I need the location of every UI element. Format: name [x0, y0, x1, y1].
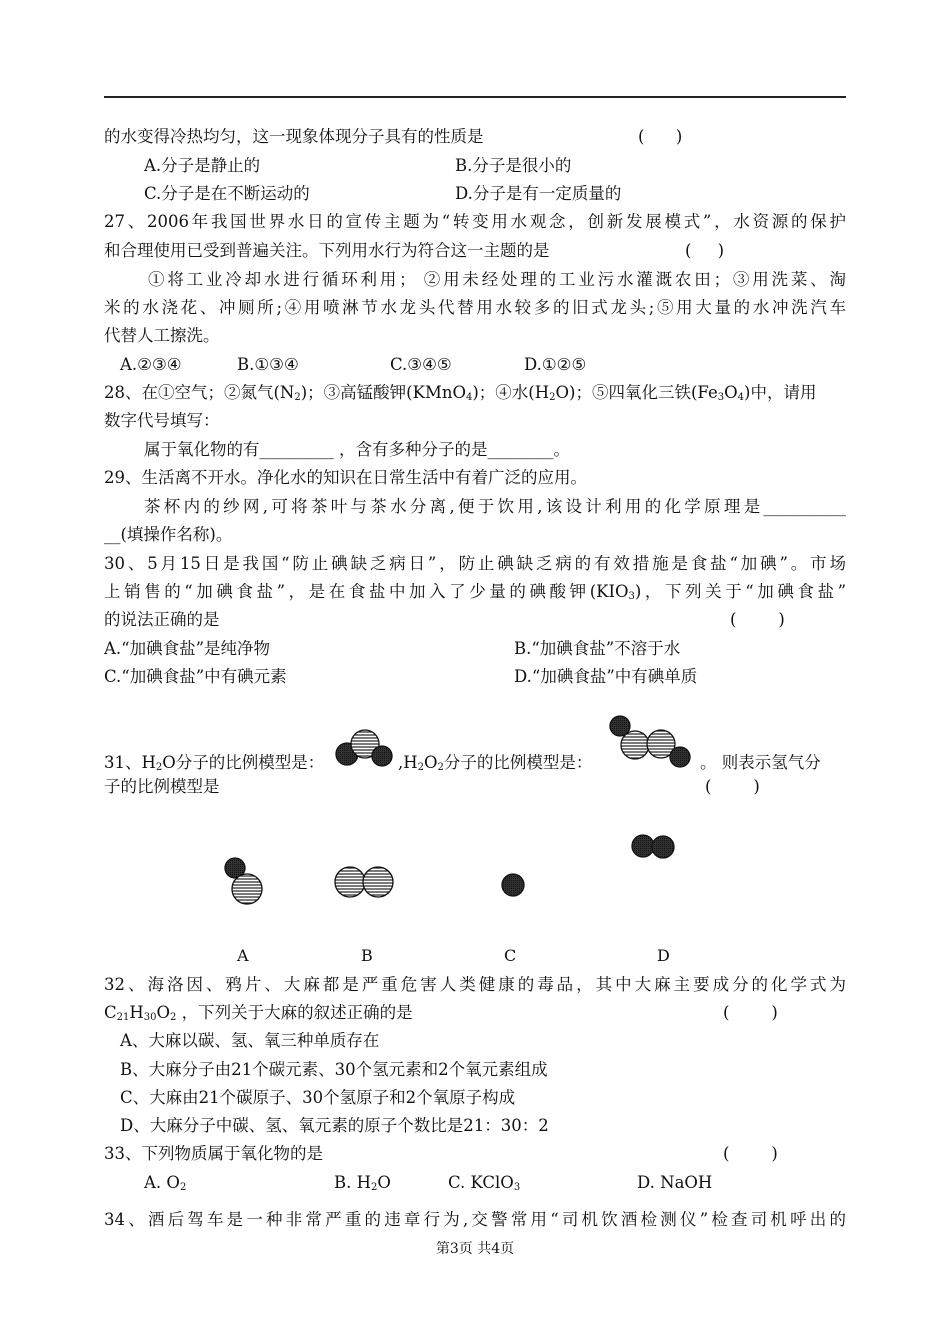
q33-option-c: C. KClO$_3$ — [448, 1173, 521, 1193]
q33-option-b: B. $H_2O$ — [334, 1173, 391, 1193]
model-c-icon — [495, 866, 535, 906]
q28-stem-line2: 数字代号填写： — [104, 411, 220, 430]
q26-answer-paren: ( ) — [638, 127, 683, 146]
q30-stem-line2: 上销售的“加碘食盐”，是在食盐中加入了少量的碘酸钾$(KIO_3)$，下列关于“加碘食盐” — [104, 582, 847, 602]
q27-stem-line2: 和合理使用已受到普遍关注。下列用水行为符合这一主题的是 — [104, 241, 550, 260]
model-b-label: B — [361, 946, 373, 965]
q28-stem-line1: 28、在①空气；②氮气$(N_2)$；③高锰酸钾(KMnO$_4$)；④水$(H_2O)$；⑤四氧化三铁$(Fe_3O_4)$中，请用 — [104, 383, 817, 403]
q27-item-line1: ①将工业冷却水进行循环利用； ②用未经处理的工业污水灌溉农田；③用洗菜、淘 — [148, 270, 846, 289]
q32-stem-line2: $C_{21}H_{30}O_2$ ，下列关于大麻的叙述正确的是 — [104, 1003, 413, 1023]
header-rule — [104, 96, 846, 98]
q27-item-line3: 代替人工擦洗。 — [104, 326, 220, 345]
h2o2-model-icon — [606, 712, 696, 772]
model-c-label: C — [504, 946, 517, 965]
q26-option-d: D.分子是有一定质量的 — [455, 184, 622, 203]
q27-option-d: D.①②⑤ — [524, 355, 587, 374]
q33-option-a: A. $O_2$ — [144, 1173, 187, 1193]
q32-option-a: A、大麻以碳、氢、氧三种单质存在 — [120, 1031, 380, 1050]
q29-stem-line3: __(填操作名称)。 — [104, 525, 233, 544]
q32-option-d: D、大麻分子中碳、氢、氧元素的原子个数比是21：30：2 — [120, 1116, 549, 1135]
q28-fill-blank: 属于氧化物的有_________ ，含有多种分子的是________。 — [144, 440, 570, 459]
q33-answer-paren: ( ) — [723, 1144, 778, 1163]
q32-option-c: C、大麻由21个碳原子、30个氢原子和2个氧原子构成 — [120, 1088, 516, 1107]
q27-option-a: A.②③④ — [120, 355, 182, 374]
model-d-label: D — [657, 946, 670, 965]
q30-stem-line3: 的说法正确的是 — [104, 610, 220, 629]
q30-option-d: D.“加碘食盐”中有碘单质 — [514, 667, 698, 686]
q27-item-line2: 米的水浇花、冲厕所;④用喷淋节水龙头代替用水较多的旧式龙头;⑤用大量的水冲洗汽车 — [104, 298, 846, 317]
q26-option-a: A.分子是静止的 — [144, 156, 261, 175]
q30-stem-line1: 30、5月15日是我国“防止碘缺乏病日”，防止碘缺乏病的有效措施是食盐“加碘”。市场 — [104, 554, 846, 573]
model-a-label: A — [237, 946, 249, 965]
q26-option-b: B.分子是很小的 — [455, 156, 572, 175]
h2o-model-icon — [330, 722, 400, 772]
q33-stem: 33、下列物质属于氧化物的是 — [104, 1144, 323, 1163]
q33-option-d: D. NaOH — [637, 1173, 713, 1192]
q30-option-b: B.“加碘食盐”不溶于水 — [514, 639, 681, 658]
page-footer: 第3页 共4页 — [435, 1241, 515, 1257]
q32-option-b: B、大麻分子由21个碳元素、30个氢元素和2个氧元素组成 — [120, 1060, 548, 1079]
q34-stem-line1: 34、酒后驾车是一种非常严重的违章行为,交警常用“司机饮酒检测仪”检查司机呼出的 — [104, 1210, 846, 1229]
q31-stem-line1c: 。 则表示氢气分 — [700, 753, 821, 772]
model-d-icon — [626, 826, 686, 871]
q32-stem-line1: 32、海洛因、鸦片、大麻都是严重危害人类健康的毒品，其中大麻主要成分的化学式为 — [104, 975, 846, 994]
model-b-icon — [330, 858, 400, 908]
q30-answer-paren: ( ) — [730, 610, 785, 629]
q31-stem-line1b: $,H_2O_2$分子的比例模型是： — [398, 753, 593, 773]
q26-option-c: C.分子是在不断运动的 — [144, 184, 310, 203]
q27-option-b: B.①③④ — [237, 355, 299, 374]
q26-stem: 的水变得冷热均匀，这一现象体现分子具有的性质是 — [104, 127, 484, 146]
q31-stem-line1a: 31、$H_2O$分子的比例模型是： — [104, 753, 325, 773]
q27-option-c: C.③④⑤ — [390, 355, 452, 374]
q27-stem-line1: 27、2006年我国世界水日的宣传主题为“转变用水观念，创新发展模式”，水资源的保护 — [104, 212, 846, 231]
q29-stem-line1: 29、生活离不开水。净化水的知识在日常生活中有着广泛的应用。 — [104, 468, 587, 487]
q30-option-c: C.“加碘食盐”中有碘元素 — [104, 667, 287, 686]
q31-answer-paren: ( ) — [705, 777, 760, 796]
model-a-icon — [218, 848, 278, 918]
q32-answer-paren: ( ) — [723, 1003, 778, 1022]
q27-answer-paren: ( ) — [685, 241, 725, 260]
q30-option-a: A.“加碘食盐”是纯净物 — [104, 639, 271, 658]
q29-stem-line2: 茶杯内的纱网,可将茶叶与茶水分离,便于饮用,该设计利用的化学原理是__________ — [144, 497, 846, 516]
q31-stem-line2: 子的比例模型是 — [104, 777, 220, 796]
